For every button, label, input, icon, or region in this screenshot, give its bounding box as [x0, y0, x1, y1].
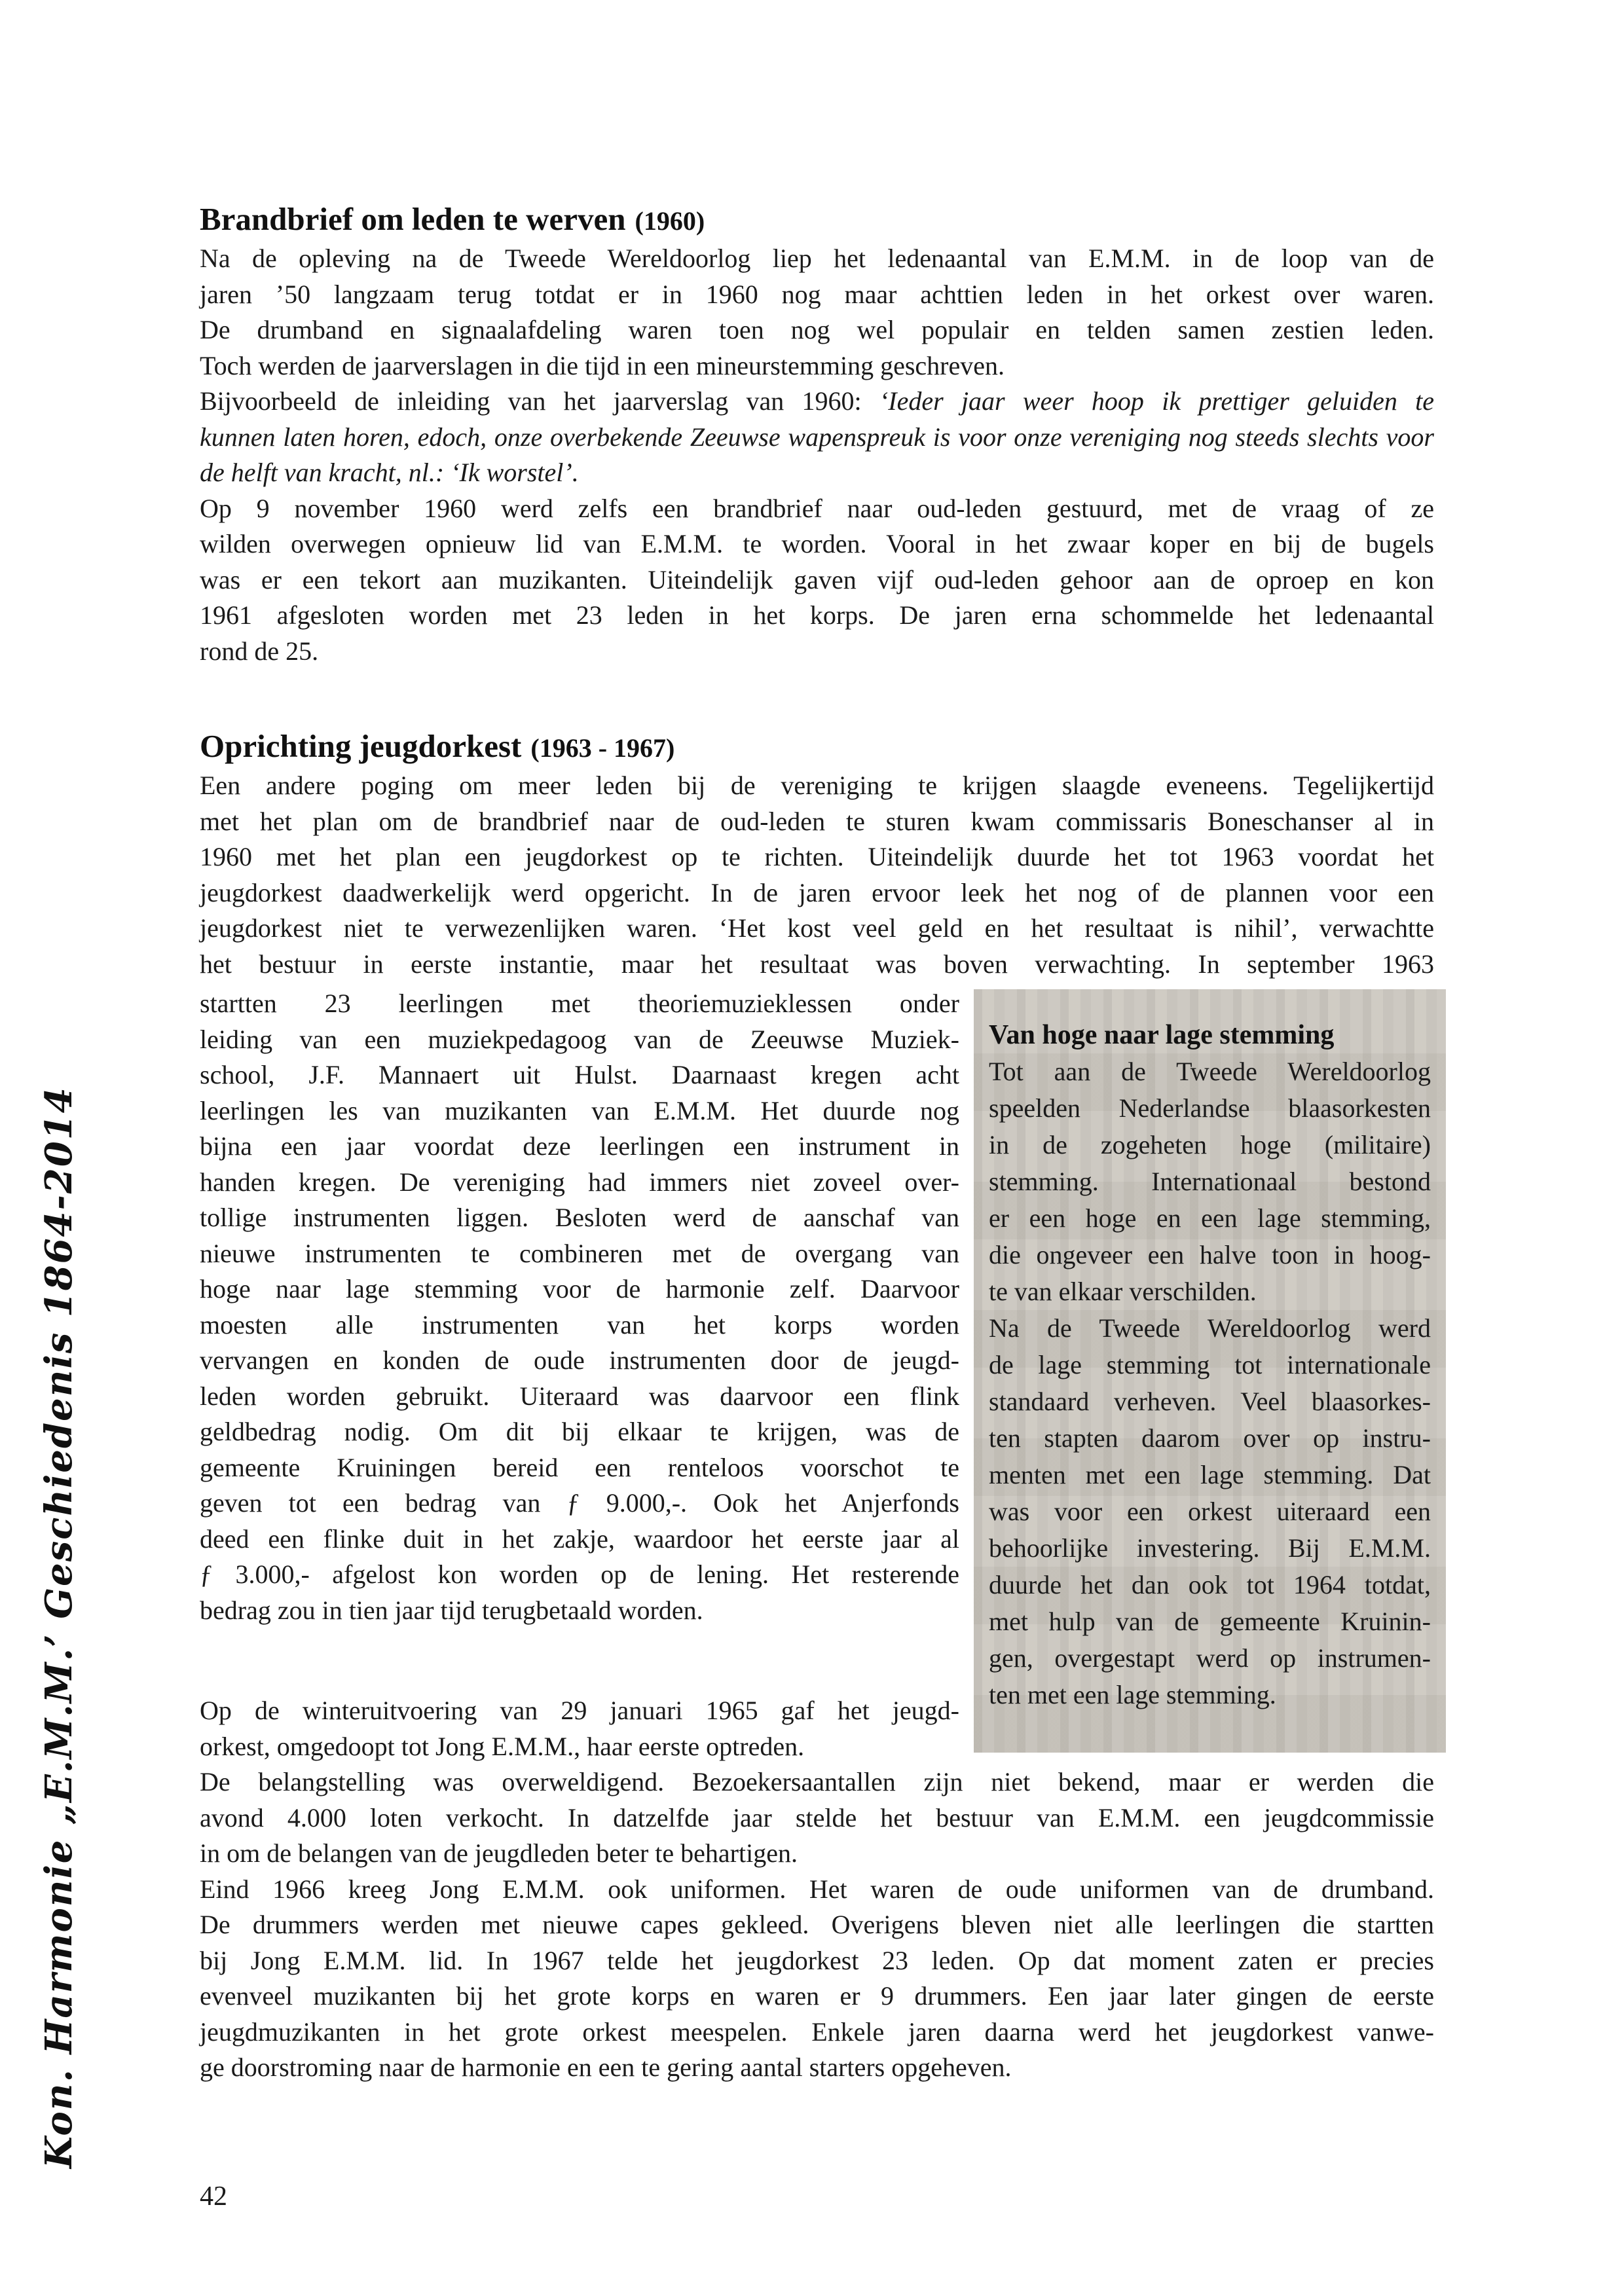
text-line: [200, 562, 1434, 598]
text-line: [989, 1127, 1431, 1163]
text-line: [200, 598, 1434, 634]
text-run: met hulp van de gemeente Kruinin-: [989, 1607, 1431, 1636]
text-line: [200, 1129, 959, 1165]
section2-intro: [200, 768, 1434, 982]
italic-text-run: de helft van kracht, nl.: ‘Ik worstel’.: [200, 458, 579, 487]
text-run: behoorlijke investering. Bij E.M.M.: [989, 1533, 1431, 1563]
text-line: [200, 1307, 959, 1343]
italic-text-run: kunnen laten horen, edoch, onze overbekende Zeeuwse wapenspreuk is voor onze vereniging nog steeds slechts voor: [200, 422, 1434, 452]
text-run: gen, overgestapt werd op instrumen-: [989, 1643, 1431, 1673]
text-run: geldbedrag nodig. Om dit bij elkaar te krijgen, was de: [200, 1417, 959, 1446]
text-run: er een hoge en een lage stemming,: [989, 1203, 1431, 1233]
left-column: [200, 986, 959, 1764]
text-run: te van elkaar verschilden.: [989, 1277, 1257, 1306]
text-run: was er een tekort aan muzikanten. Uiteindelijk gaven vijf oud-leden gehoor aan de oproep en kon: [200, 564, 1434, 594]
text-run: orkest, omgedoopt tot Jong E.M.M., haar eerste optreden.: [200, 1731, 805, 1761]
text-line: [200, 526, 1434, 562]
text-run: ge doorstroming naar de harmonie en een te gering aantal starters opgeheven.: [200, 2052, 1012, 2082]
text-run: gemeente Kruiningen bereid een renteloos voorschot te: [200, 1452, 959, 1482]
text-run: die ongeveer een halve toon in hoog-: [989, 1240, 1431, 1269]
text-run: moesten alle instrumenten van het korps worden: [200, 1309, 959, 1339]
two-column-region: [200, 986, 1434, 1764]
text-run: 1960 met het plan een jeugdorkest op te richten. Uiteindelijk duurde het tot 1963 voordat het: [200, 842, 1434, 871]
text-line: [200, 420, 1434, 456]
text-line: [200, 1764, 1434, 1800]
text-line: [989, 1530, 1431, 1567]
text-line: [200, 1022, 959, 1058]
text-line: [200, 1271, 959, 1307]
page-content: [200, 200, 1434, 2086]
text-run: leerlingen les van muzikanten van E.M.M. Het duurde nog: [200, 1095, 959, 1125]
text-line: [200, 384, 1434, 420]
text-line: [200, 875, 1434, 911]
text-run: jeugdorkest daadwerkelijk werd opgericht. In de jaren ervoor leek het nog of de plannen voor een: [200, 877, 1434, 907]
text-run: geven tot een bedrag van ƒ 9.000,-. Ook het Anjerfonds: [200, 1488, 959, 1518]
text-run: de lage stemming tot internationale: [989, 1350, 1431, 1379]
section1-body: [200, 241, 1434, 669]
text-run: rond de 25.: [200, 636, 319, 666]
paragraph-gap: [200, 1628, 959, 1693]
text-line: [989, 1090, 1431, 1127]
text-line: [989, 1347, 1431, 1383]
text-line: [200, 1872, 1434, 1908]
text-line: [200, 1800, 1434, 1836]
text-run: 1961 afgesloten worden met 23 leden in het korps. De jaren erna schommelde het ledenaantal: [200, 600, 1434, 630]
text-line: [200, 1379, 959, 1415]
text-run: ƒ 3.000,- afgelost kon worden op de lening. Het resterende: [200, 1559, 959, 1589]
text-run: Op 9 november 1960 werd zelfs een brandbrief naar oud-leden gestuurd, met de vraag of ze: [200, 493, 1434, 523]
text-line: [200, 1414, 959, 1450]
text-line: [200, 1343, 959, 1379]
text-line: [200, 1693, 959, 1729]
text-run: Bijvoorbeeld de inleiding van het jaarverslag van 1960:: [200, 386, 879, 416]
text-run: bij Jong E.M.M. lid. In 1967 telde het jeugdorkest 23 leden. Op dat moment zaten er precies: [200, 1945, 1434, 1975]
text-line: [200, 277, 1434, 313]
section2-heading-years: (1963 - 1967): [530, 733, 675, 763]
text-run: De drummers werden met nieuwe capes gekleed. Overigens bleven niet alle leerlingen die startten: [200, 1910, 1434, 1939]
text-line: [989, 1640, 1431, 1677]
text-run: startten 23 leerlingen met theoriemuzieklessen onder: [200, 989, 959, 1018]
text-run: avond 4.000 loten verkocht. In datzelfde jaar stelde het bestuur van E.M.M. een jeugdcommissie: [200, 1802, 1434, 1832]
sidebar-title: Van hoge naar lage stemming: [989, 1020, 1335, 1050]
sidebar-body: [989, 1053, 1431, 1713]
text-line: [200, 1943, 1434, 1979]
text-line: [989, 1677, 1431, 1713]
section2-heading-text: Oprichting jeugdorkest: [200, 728, 522, 764]
text-line: [200, 1165, 959, 1201]
section1-heading-years: (1960): [635, 206, 705, 236]
text-line: [989, 1163, 1431, 1200]
text-run: Toch werden de jaarverslagen in die tijd in een mineurstemming geschreven.: [200, 350, 1005, 380]
text-line: [200, 1093, 959, 1129]
text-line: [989, 1053, 1431, 1090]
text-line: [200, 455, 1434, 491]
spine-title: Kon. Harmonie „E.M.M.’ Geschiedenis 1864-2014: [37, 1086, 81, 2168]
section2-outro: [200, 1764, 1434, 2086]
text-run: ten met een lage stemming.: [989, 1680, 1276, 1709]
text-line: [989, 1200, 1431, 1237]
text-run: bijna een jaar voordat deze leerlingen een instrument in: [200, 1131, 959, 1161]
text-run: De drumband en signaalafdeling waren toen nog wel populair en telden samen zestien leden.: [200, 315, 1434, 344]
text-run: speelden Nederlandse blaasorkesten: [989, 1093, 1431, 1123]
text-run: met het plan om de brandbrief naar de oud-leden te sturen kwam commissaris Boneschanser al in: [200, 806, 1434, 836]
text-line: [200, 911, 1434, 947]
text-line: [200, 1836, 1434, 1872]
text-run: school, J.F. Mannaert uit Hulst. Daarnaast kregen acht: [200, 1060, 959, 1089]
text-line: [200, 1485, 959, 1522]
text-line: [200, 1907, 1434, 1943]
text-line: [200, 1593, 959, 1629]
text-line: [200, 2014, 1434, 2050]
text-line: [200, 839, 1434, 875]
text-run: Een andere poging om meer leden bij de vereniging te krijgen slaagde eveneens. Tegelijkertijd: [200, 771, 1434, 800]
section1-heading: [200, 200, 1434, 241]
text-line: [200, 986, 959, 1022]
text-run: evenveel muzikanten bij het grote korps en waren er 9 drummers. Een jaar later gingen de eerste: [200, 1981, 1434, 2011]
text-run: nieuwe instrumenten te combineren met de overgang van: [200, 1238, 959, 1268]
page-number: 42: [200, 2181, 227, 2212]
text-run: in om de belangen van de jeugdleden beter te behartigen.: [200, 1838, 798, 1868]
text-line: [989, 1493, 1431, 1530]
text-run: deed een flinke duit in het zakje, waardoor het eerste jaar al: [200, 1523, 959, 1554]
section2-heading: [200, 727, 1434, 768]
text-run: Na de Tweede Wereldoorlog werd: [989, 1313, 1431, 1343]
text-run: het bestuur in eerste instantie, maar het resultaat was boven verwachting. In september 1963: [200, 949, 1434, 979]
text-run: hoge naar lage stemming voor de harmonie zelf. Daarvoor: [200, 1274, 959, 1303]
text-run: jaren ’50 langzaam terug totdat er in 1960 nog maar achttien leden in het orkest over waren.: [200, 279, 1434, 309]
text-run: ten stapten daarom over op instru-: [989, 1423, 1431, 1453]
text-run: Eind 1966 kreeg Jong E.M.M. ook uniformen. Het waren de oude uniformen van de drumband.: [200, 1874, 1434, 1904]
text-line: [989, 1383, 1431, 1420]
text-line: [200, 1557, 959, 1593]
text-line: [200, 1522, 959, 1558]
italic-text-run: ‘Ieder jaar weer hoop ik prettiger geluiden te: [879, 386, 1434, 416]
text-line: [200, 947, 1434, 983]
text-line: [989, 1603, 1431, 1640]
text-run: leiding van een muziekpedagoog van de Zeeuwse Muziek-: [200, 1024, 959, 1054]
text-run: menten met een lage stemming. Dat: [989, 1460, 1431, 1489]
text-line: [200, 491, 1434, 527]
text-line: [989, 1567, 1431, 1603]
text-run: jeugdmuzikanten in het grote orkest meespelen. Enkele jaren daarna werd het jeugdorkest vanwe-: [200, 2016, 1434, 2047]
text-run: leden worden gebruikt. Uiteraard was daarvoor een flink: [200, 1381, 959, 1411]
text-run: jeugdorkest niet te verwezenlijken waren. ‘Het kost veel geld en het resultaat is nihil’, verwachtte: [200, 913, 1434, 943]
text-line: [200, 1057, 959, 1093]
text-line: [200, 634, 1434, 670]
text-run: wilden overwegen opnieuw lid van E.M.M. te worden. Vooral in het zwaar koper en bij de bugels: [200, 529, 1434, 558]
text-run: Na de opleving na de Tweede Wereldoorlog liep het ledenaantal van E.M.M. in de loop van de: [200, 244, 1434, 273]
text-line: [200, 1450, 959, 1486]
sidebar-box: [974, 989, 1446, 1753]
text-run: Tot aan de Tweede Wereldoorlog: [989, 1057, 1431, 1086]
text-run: stemming. Internationaal bestond: [989, 1167, 1431, 1196]
text-line: [200, 1729, 959, 1765]
text-line: [989, 1457, 1431, 1493]
text-line: [200, 312, 1434, 348]
text-line: [989, 1420, 1431, 1457]
text-line: [989, 1237, 1431, 1273]
text-run: De belangstelling was overweldigend. Bezoekersaantallen zijn niet bekend, maar er werden die: [200, 1767, 1434, 1796]
section1-heading-text: Brandbrief om leden te werven: [200, 201, 626, 237]
text-line: [989, 1273, 1431, 1310]
text-run: in de zogeheten hoge (militaire): [989, 1130, 1431, 1159]
text-run: standaard verheven. Veel blaasorkes-: [989, 1387, 1431, 1416]
text-line: [200, 2050, 1434, 2086]
text-line: [200, 1200, 959, 1236]
text-run: vervangen en konden de oude instrumenten door de jeugd-: [200, 1345, 959, 1375]
text-line: [200, 348, 1434, 384]
text-run: duurde het dan ook tot 1964 totdat,: [989, 1570, 1431, 1599]
text-line: [200, 804, 1434, 840]
text-run: bedrag zou in tien jaar tijd terugbetaald worden.: [200, 1595, 703, 1625]
text-run: Op de winteruitvoering van 29 januari 1965 gaf het jeugd-: [200, 1696, 959, 1725]
text-line: [200, 768, 1434, 804]
text-line: [200, 1978, 1434, 2014]
text-run: handen kregen. De vereniging had immers niet zoveel over-: [200, 1167, 959, 1197]
text-line: [989, 1310, 1431, 1347]
text-line: [200, 241, 1434, 277]
text-run: tollige instrumenten liggen. Besloten werd de aanschaf van: [200, 1203, 959, 1232]
text-line: [200, 1236, 959, 1272]
text-run: was voor een orkest uiteraard een: [989, 1497, 1431, 1526]
